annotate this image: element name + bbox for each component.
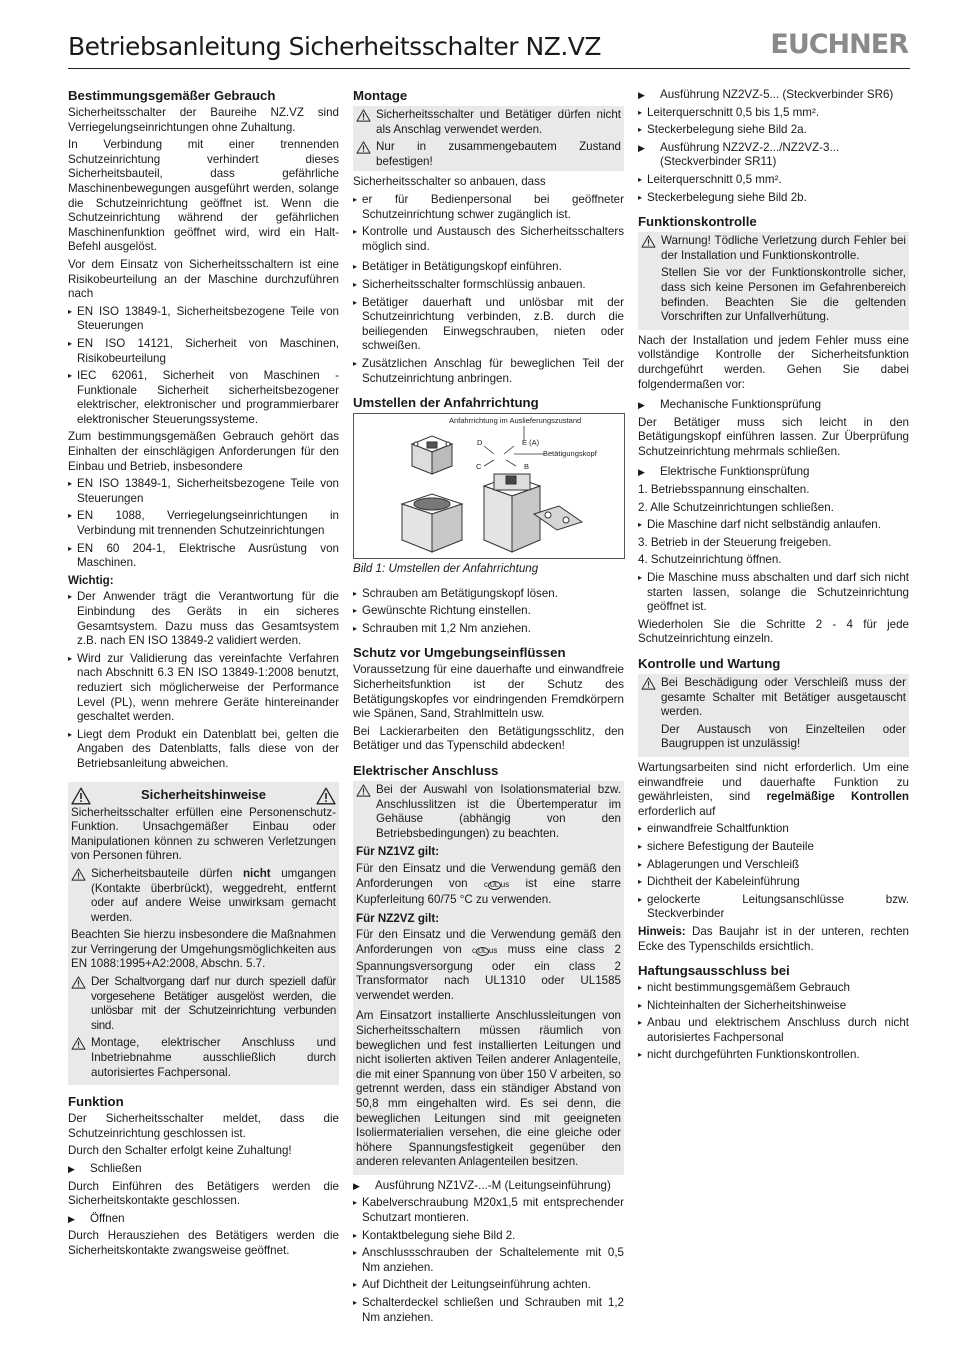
list-item: ▸ Schalterdeckel schließen und Schrauben mit 1,2 Nm anziehen. (353, 1296, 624, 1325)
arrow-right-icon: ▶ (68, 1164, 75, 1174)
cul-mark-icon: c UL us (471, 945, 498, 955)
warning-text: Montage, elektrischer Anschluss und Inbetriebnahme ausschließlich durch autorisiertes Fachpersonal. (91, 1036, 336, 1079)
paragraph: In Verbindung mit einer trennenden Schutzeinrichtung verhindert dieses Sicherheitsbauteil, dass gefährliche Maschinenbewegungen ausgeführt werden, solange die Schutzeinrichtung geöffnet ist. Wenn die Schutzeinrichtung während der gefährlichen Maschinenfunktion geöffnet wird, wird ein Halt-Befehl ausgelöst. (68, 138, 339, 254)
column-2 (353, 88, 624, 1328)
heading-kontrolle: Kontrolle und Wartung (638, 656, 781, 671)
figure-letter: C (476, 462, 482, 472)
list-item: ▸ Der Anwender trägt die Verantwortung für die Einbindung des Geräts in ein sicheres Gesamtsystem. Dazu muss das Gesamtsystem z.B. nach EN ISO 13849-2 validiert werden. (68, 590, 339, 648)
warning-text: Bei der Auswahl von Isolationsmaterial bzw. Anschlusslitzen ist die Übertemperatur im Gehäuse (abhängig von den Betriebsbedingungen) zu beachten. (376, 783, 621, 840)
document-title: Betriebsanleitung Sicherheitsschalter NZ.VZ (68, 32, 601, 61)
paragraph: Voraussetzung für eine dauerhafte und einwandfreie Sicherheitsfunktion ist der Schutz des Betätigungskopfes vor eindringenden Fremdkörpern wie Spänen, Sand, Strahlmitteln usw. (353, 663, 624, 721)
column-1 (68, 88, 339, 1262)
list-item: ▸ IEC 62061, Sicherheit von Maschinen - Funktionale Sicherheit sicherheitsbezogener elektrischer, elektronischer und programmierbarer elektronischer Steuerungssysteme. (68, 369, 339, 427)
list-item: ▸ Wird zur Validierung das vereinfachte Verfahren nach Abschnitt 6.3 EN ISO 13849-1:2008 benutzt, reduziert sich möglicherweise der Performance Level (PL), wenn mehrere Geräte hintereinander geschaltet werden. (68, 652, 339, 725)
result-list (638, 571, 909, 615)
list-item: ▸ Anbau und elektrischem Anschluss durch nicht autorisiertes Fachpersonal (638, 1016, 909, 1045)
steps-list (638, 483, 909, 515)
list-item: ▸ Ablagerungen und Verschleiß (638, 858, 909, 873)
paragraph: Bei Lackierarbeiten den Betätigungsschlitz, den Betätiger und das Typenschild abdecken! (353, 724, 624, 753)
list-item: ▸ EN 1088, Verriegelungseinrichtungen in Verbindung mit trennenden Schutzeinrichtungen (68, 509, 339, 538)
warning-icon (641, 235, 656, 248)
heading-bestimmung: Bestimmungsgemäßer Gebrauch (68, 88, 276, 103)
warning-text: umgangen (Kontakte überbrückt), weggedreht, entfernt oder auf andere Weise unwirksam gemacht werden. (91, 866, 337, 924)
action-label: Ausführung NZ1VZ-...-M (Leitungseinführung) (375, 1178, 611, 1192)
warning-icon (71, 787, 91, 805)
warning-emphasis: nicht (242, 866, 271, 880)
list-item: ▸ Nichteinhalten der Sicherheitshinweise (638, 999, 909, 1014)
heading-montage: Montage (353, 88, 408, 103)
arrow-right-icon: ▶ (68, 1213, 75, 1224)
list-item: ▸ gelockerte Leitungsanschlüsse bzw. Steckverbinder (638, 893, 909, 922)
hinweis (638, 925, 909, 954)
list-item: ▸ Betätiger in Betätigungskopf einführen. (353, 260, 624, 275)
heading-funktionskontrolle: Funktionskontrolle (638, 214, 757, 230)
haftung-list (638, 981, 909, 1063)
action-label: Ausführung NZ2VZ-5... (Steckverbinder SR6) (660, 88, 894, 101)
warning-note (71, 1036, 336, 1080)
heading-elektrisch: Elektrischer Anschluss (353, 763, 499, 779)
paragraph: Vor dem Einsatz von Sicherheitsschaltern ist eine Risikobeurteilung an der Maschine durchzuführen nach (68, 257, 339, 301)
warning-icon (71, 976, 86, 989)
paragraph: Durch den Schalter erfolgt keine Zuhaltung! (68, 1144, 292, 1158)
list-item: ▸ Sicherheitsschalter formschlüssig anbauen. (353, 278, 624, 293)
list-item: ▸ nicht durchgeführten Funktionskontrollen. (638, 1048, 909, 1063)
arrow-right-icon: ▶ (638, 90, 645, 100)
list-item: ▸ EN 60 204-1, Elektrische Ausrüstung von Maschinen. (68, 542, 339, 571)
sicherheitshinweise-title: Sicherheitshinweise (141, 787, 266, 803)
funktionskontrolle-warning-box (638, 232, 909, 330)
norm-list (68, 305, 339, 428)
step-item: 4. Schutzeinrichtung öffnen. (638, 553, 782, 567)
warning-icon (641, 677, 656, 690)
paragraph-text: erforderlich auf (638, 804, 716, 818)
heading-schutz: Schutz vor Umgebungseinflüssen (353, 645, 566, 661)
umstellen-list (353, 587, 624, 637)
wichtig-label: Wichtig: (68, 573, 114, 587)
action-step (638, 88, 909, 103)
cul-mark-icon: c UL us (483, 879, 510, 889)
list-item: ▸ nicht bestimmungsgemäßem Gebrauch (638, 981, 909, 996)
list-item: ▸ Leiterquerschnitt 0,5 mm². (638, 173, 909, 188)
switch-drawing (354, 414, 624, 558)
figure-letter: B (524, 462, 530, 472)
montage-list (353, 193, 624, 254)
action-step (68, 1162, 339, 1177)
ausfuehrung-list (638, 106, 909, 138)
action-label: Ausführung NZ2VZ-2.../NZ2VZ-3... (Steckverbinder SR11) (660, 140, 840, 169)
paragraph-text: Für den Einsatz und die Verwendung gemäß den Anforderungen von (356, 862, 621, 890)
nz2vz-title-text: Für NZ2VZ gilt (356, 911, 436, 925)
warning-icon (71, 1037, 86, 1050)
heading-funktion: Funktion (68, 1094, 124, 1110)
figure-label-top: Anfahrrichtung im Auslieferungszustand (449, 416, 582, 426)
warning-text: Stellen Sie vor der Funktionskontrolle sicher, dass sich keine Personen im Gefahrenbereich befinden. Beachten Sie die geltenden Vorschriften zur Unfallverhütung. (661, 266, 906, 324)
warning-icon (71, 868, 86, 881)
list-item: ▸ EN ISO 13849-1, Sicherheitsbezogene Teile von Steuerungen (68, 477, 339, 506)
paragraph-text: muss eine class 2 Spannungsversorgung oder ein class 2 Transformator nach UL1310 oder UL1585 verwendet werden. (356, 942, 621, 1002)
list-item: ▸ einwandfreie Schaltfunktion (638, 822, 909, 837)
list-item: ▸ Kontaktbelegung siehe Bild 2. (353, 1229, 624, 1244)
warning-text: Nur in zusammengebautem Zustand befestigen! (376, 140, 621, 168)
sicherheitshinweise-title-row (71, 784, 336, 806)
paragraph-text: Für den Einsatz und die Verwendung gemäß den Anforderungen von (356, 928, 621, 956)
list-item: ▸ Steckerbelegung siehe Bild 2b. (638, 191, 909, 206)
paragraph: Der Betätiger muss sich leicht in den Betätigungskopf einführen lassen. Zur Überprüfung Schutzeinrichtung mehrmals schließen. (638, 415, 909, 458)
warning-note (356, 140, 621, 169)
list-item: ▸ EN ISO 14121, Sicherheit von Maschinen, Risikobeurteilung (68, 337, 339, 366)
step-item: 1. Betriebsspannung einschalten. (638, 483, 810, 497)
warning-note (71, 975, 336, 1033)
paragraph (356, 862, 621, 908)
heading-haftung: Haftungsausschluss bei (638, 963, 790, 979)
action-label: Mechanische Funktionsprüfung (660, 398, 822, 412)
montage-warning-box (353, 106, 624, 171)
action-step (353, 1179, 624, 1194)
list-item: ▸ Gewünschte Richtung einstellen. (353, 604, 624, 619)
nz2vz-title: Für NZ2VZ gilt: (356, 911, 440, 925)
elektrisch-list (353, 1196, 624, 1325)
action-step (68, 1212, 339, 1227)
warning-note (356, 783, 621, 841)
page-header (68, 30, 910, 69)
warning-text: Bei Beschädigung oder Verschleiß muss der gesamte Schalter mit Betätiger ausgetauscht werden. (661, 676, 906, 719)
paragraph: Sicherheitsschalter erfüllen eine Personenschutz-Funktion. Unsachgemäßer Einbau oder Manipulationen können zu schweren Verletzungen von Personen führen. (71, 805, 336, 863)
figure-anfahrrichtung (353, 413, 625, 559)
warning-text: Der Schaltvorgang darf nur durch speziell dafür vorgesehene Betätiger ausgelöst werden, die unlösbar mit der Schutzeinrichtung verbunden sind. (91, 975, 336, 1032)
list-item: ▸ Schrauben mit 1,2 Nm anziehen. (353, 622, 624, 637)
paragraph: Zum bestimmungsgemäßen Gebrauch gehört das Einhalten der einschlägigen Anforderungen für den Einbau und Betrieb, insbesondere (68, 430, 339, 473)
paragraph (356, 928, 621, 1003)
kontrolle-list (638, 822, 909, 922)
figure-letter: E (A) (522, 438, 540, 448)
norm-list (68, 477, 339, 571)
kontrolle-warning-box (638, 674, 909, 757)
paragraph-emphasis: regelmäßige Kontrollen (766, 790, 909, 804)
wichtig-list (68, 590, 339, 771)
list-item: ▸ Auf Dichtheit der Leitungseinführung achten. (353, 1278, 624, 1293)
arrow-right-icon: ▶ (638, 142, 645, 153)
list-item: ▸ sichere Befestigung der Bauteile (638, 840, 909, 855)
action-step (638, 398, 909, 413)
paragraph-text: ist eine starre Kupferleitung 60/75 °C zu verwenden. (356, 876, 622, 907)
warning-text: Sicherheitsschalter und Betätiger dürfen nicht als Anschlag verwendet werden. (376, 108, 621, 136)
euchner-logo: EUCHNER (770, 29, 908, 60)
paragraph: Sicherheitsschalter der Baureihe NZ.VZ sind Verriegelungseinrichtungen ohne Zuhaltung. (68, 106, 339, 134)
warning-text: Warnung! Tödliche Verletzung durch Fehler bei der Installation und Funktionskontrolle. (661, 234, 906, 262)
action-label: Elektrische Funktionsprüfung (660, 465, 810, 479)
list-item: ▸ Dichtheit der Kabeleinführung (638, 875, 909, 890)
action-step (638, 141, 909, 170)
paragraph-text: Wartungsarbeiten sind nicht erforderlich. Um eine einwandfreie und dauerhafte Funktion zu gewährleisten, sind (638, 760, 909, 804)
elektrisch-box (353, 781, 624, 1175)
list-item: ▸ Die Maschine darf nicht selbständig anlaufen. (638, 518, 909, 533)
list-item: ▸ Kontrolle und Austausch des Sicherheitsschalters möglich sind. (353, 225, 624, 254)
warning-note (641, 234, 906, 325)
heading-umstellen: Umstellen der Anfahrrichtung (353, 395, 539, 411)
column-3 (638, 88, 909, 1066)
montage-list (353, 260, 624, 386)
action-step (638, 465, 909, 480)
paragraph: Der Sicherheitsschalter meldet, dass die Schutzeinrichtung geschlossen ist. (68, 1112, 339, 1140)
list-item: ▸ Betätiger dauerhaft und unlösbar mit der Schutzeinrichtung verbinden, z.B. durch die beiliegenden Einwegschrauben, nieten oder schweißen. (353, 296, 624, 354)
steps-list (638, 536, 909, 568)
list-item: ▸ Leiterquerschnitt 0,5 bis 1,5 mm². (638, 106, 909, 121)
paragraph: Sicherheitsschalter so anbauen, dass (353, 175, 546, 189)
hinweis-label: Hinweis: (638, 924, 686, 938)
arrow-right-icon: ▶ (353, 1180, 360, 1191)
list-item: ▸ Zusätzlichen Anschlag für beweglichen Teil der Schutzeinrichtung anbringen. (353, 357, 624, 386)
warning-note (641, 676, 906, 752)
figure-label-head: Betätigungskopf (543, 449, 597, 459)
list-item: ▸ Schrauben am Betätigungskopf lösen. (353, 587, 624, 602)
warning-text: Sicherheitsbauteile dürfen (91, 866, 243, 880)
arrow-right-icon: ▶ (638, 400, 645, 411)
list-item: ▸ er für Bedienpersonal bei geöffneter Schutzeinrichtung schwer zugänglich ist. (353, 193, 624, 222)
warning-text: Der Austausch von Einzelteilen oder Baugruppen ist unzulässig! (661, 722, 906, 751)
list-item: ▸ EN ISO 13849-1, Sicherheitsbezogene Teile von Steuerungen (68, 305, 339, 334)
action-label: Öffnen (90, 1211, 125, 1225)
figure-letter: D (477, 438, 483, 448)
list-item: ▸ Steckerbelegung siehe Bild 2a. (638, 123, 909, 138)
paragraph: Wiederholen Sie die Schritte 2 - 4 für jede Schutzeinrichtung einzeln. (638, 617, 909, 646)
paragraph: Nach der Installation und jedem Fehler muss eine vollständige Kontrolle der Sicherheitsfunktion durchgeführt werden. Gehen Sie dabei folgendermaßen vor: (638, 333, 909, 391)
list-item: ▸ Die Maschine muss abschalten und darf sich nicht starten lassen, solange die Schutzeinrichtung geöffnet ist. (638, 571, 909, 615)
step-item: 2. Alle Schutzeinrichtungen schließen. (638, 500, 834, 514)
arrow-right-icon: ▶ (638, 467, 645, 478)
list-item: ▸ Kabelverschraubung M20x1,5 mit entsprechender Schutzart montieren. (353, 1196, 624, 1225)
list-item: ▸ Liegt dem Produkt ein Datenblatt bei, gelten die Angaben des Datenblatts, falls diese von der Betriebsanleitung abweichen. (68, 728, 339, 772)
nz1vz-title: Für NZ1VZ gilt: (356, 845, 440, 859)
warning-note (71, 867, 336, 925)
ausfuehrung-list (638, 173, 909, 205)
paragraph (638, 761, 909, 819)
hinweis-text: Das Baujahr ist in der unteren, rechten Ecke des Typenschilds ersichtlich. (638, 924, 909, 953)
warning-icon (316, 787, 336, 805)
warning-icon (356, 784, 371, 797)
warning-icon (356, 109, 371, 122)
step-item: 3. Betrieb in der Steuerung freigeben. (638, 535, 832, 549)
sicherheitshinweise-box (68, 782, 339, 1086)
warning-note (356, 108, 621, 137)
nz1vz-title-text: Für NZ1VZ gilt (356, 845, 436, 859)
result-list (638, 518, 909, 533)
paragraph: Durch Einführen des Betätigers werden die Sicherheitskontakte geschlossen. (68, 1179, 339, 1208)
warning-icon (356, 141, 371, 154)
paragraph: Am Einsatzort installierte Anschlussleitungen von Sicherheitsschaltern müssen räumlich von beweglichen und fest installierten Leitungen und nicht isolierten aktiven Teilen anderer Anlagenteile, die mit einer Spannung von über 150 V arbeiten, so getrennt werden, dass ein ständiger Abstand von 50,8 mm eingehalten wird. Es sei denn, die beweglichen Leitungen sind mit geeigneten Isoliermaterialien versehen, die eine gleiche oder höhere Spannungsfestigkeit gegenüber den anderen relevanten Anlagenteilen besitzen. (356, 1009, 621, 1169)
paragraph: Durch Herausziehen des Betätigers werden die Sicherheitskontakte zwangsweise geöffnet. (68, 1229, 339, 1257)
paragraph: Beachten Sie hierzu insbesondere die Maßnahmen zur Verringerung der Umgehungsmöglichkeiten aus EN 1088:1995+A2:2008, Abschn. 5.7. (71, 928, 336, 971)
list-item: ▸ Anschlussschrauben der Schaltelemente mit 0,5 Nm anziehen. (353, 1246, 624, 1275)
figure-caption: Bild 1: Umstellen der Anfahrrichtung (353, 562, 539, 576)
action-label: Schließen (90, 1162, 142, 1175)
